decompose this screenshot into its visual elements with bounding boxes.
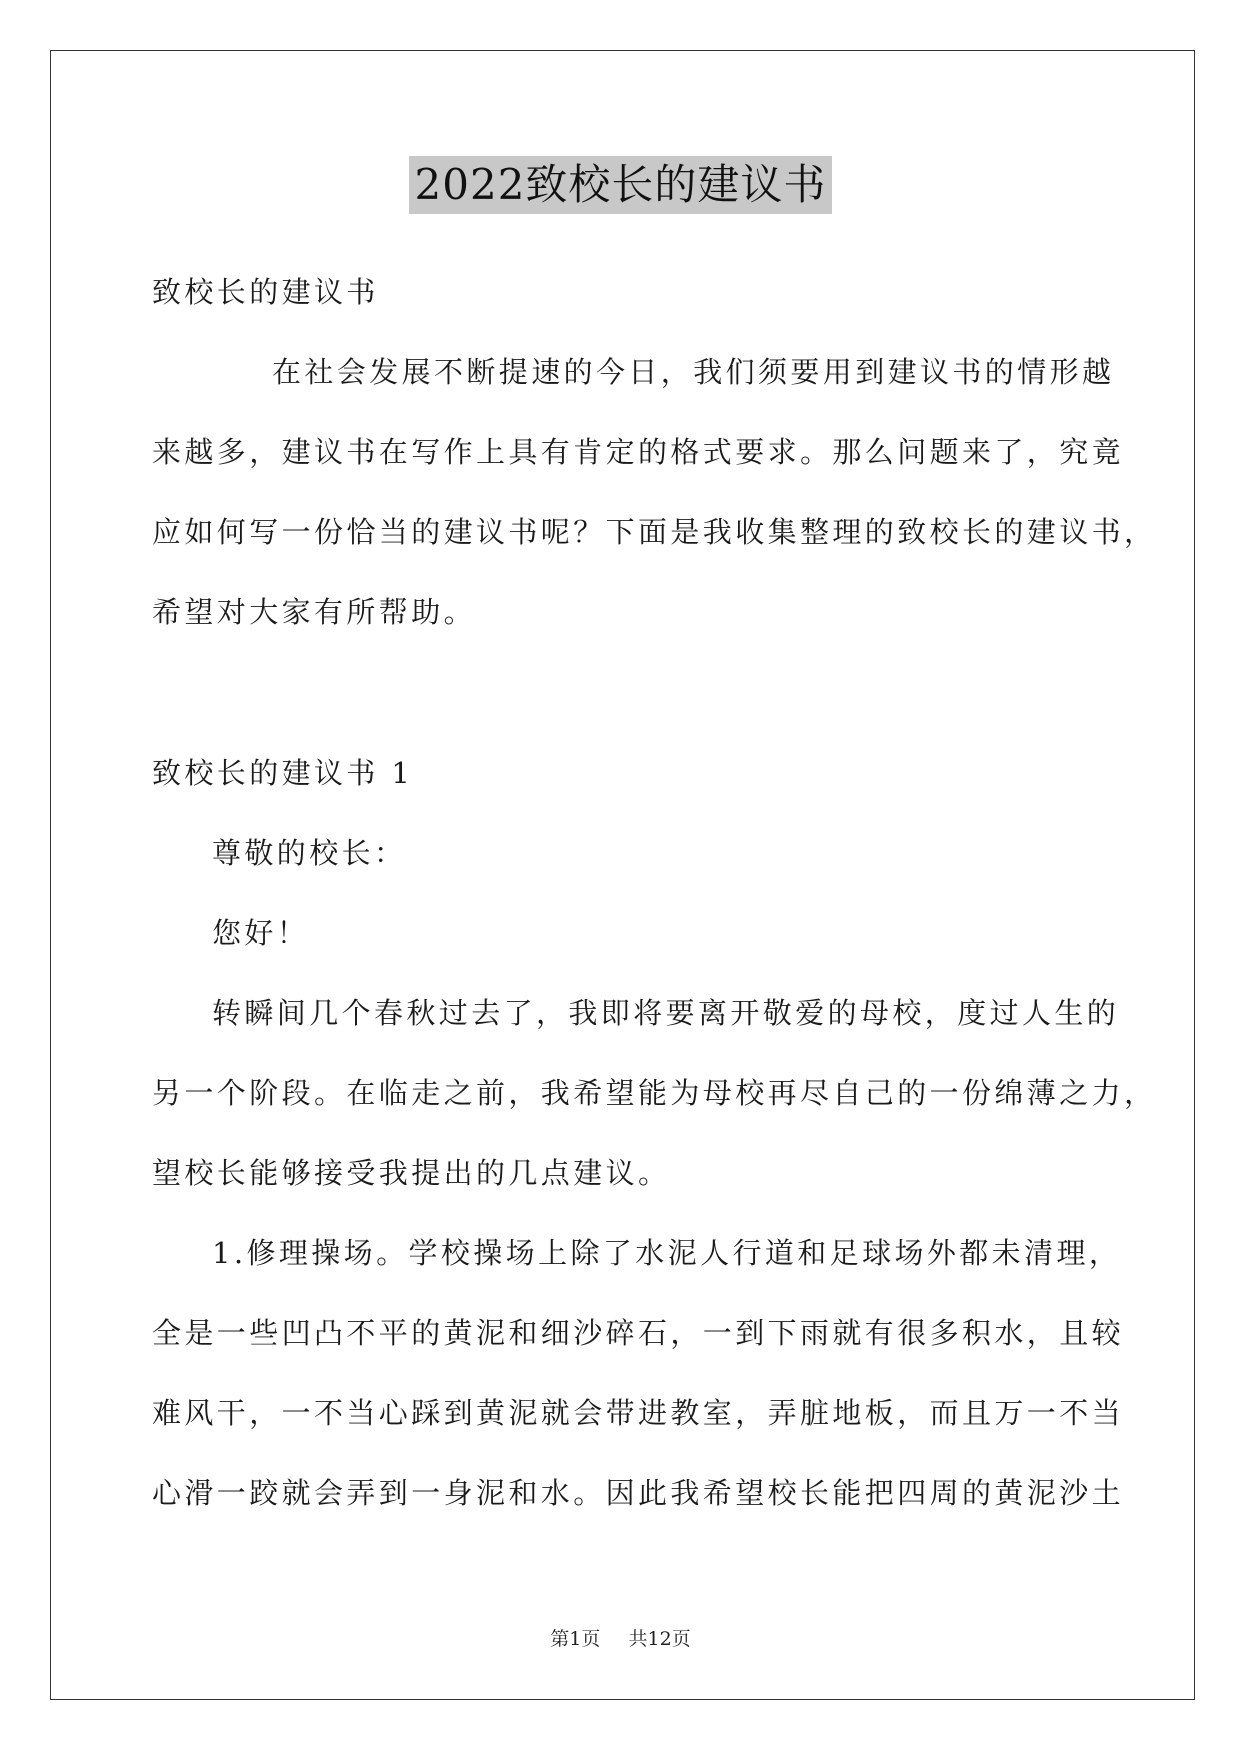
body-line-5: 全是一些凹凸不平的黄泥和细沙碎石，一到下雨就有很多积水，且较 (152, 1316, 1125, 1350)
body-line-3: 望校长能够接受我提出的几点建议。 (152, 1156, 671, 1190)
intro-line-2: 来越多，建议书在写作上具有肯定的格式要求。那么问题来了，究竟 (152, 435, 1125, 469)
page-footer (0, 1624, 1241, 1651)
intro-line-4: 希望对大家有所帮助。 (152, 595, 477, 629)
body-line-2: 另一个阶段。在临走之前，我希望能为母校再尽自己的一份绵薄之力， (152, 1076, 1157, 1110)
section-heading: 致校长的建议书 1 (152, 756, 414, 790)
greeting: 您好！ (212, 916, 310, 950)
body-line-6: 难风干，一不当心踩到黄泥就会带进教室，弄脏地板，而且万一不当 (152, 1396, 1125, 1430)
body-line-1: 转瞬间几个春秋过去了，我即将要离开敬爱的母校，度过人生的 (212, 996, 1120, 1030)
salutation: 尊敬的校长： (212, 836, 407, 870)
page-number: 第1页 (550, 1628, 601, 1650)
page-total: 共12页 (628, 1628, 691, 1650)
title-container (0, 156, 1241, 214)
body-line-7: 心滑一跤就会弄到一身泥和水。因此我希望校长能把四周的黄泥沙土 (152, 1476, 1125, 1510)
intro-line-3: 应如何写一份恰当的建议书呢？下面是我收集整理的致校长的建议书， (152, 515, 1157, 549)
document-title: 2022致校长的建议书 (409, 156, 833, 214)
intro-line-1: 在社会发展不断提速的今日，我们须要用到建议书的情形越 (272, 355, 1115, 389)
document-subtitle: 致校长的建议书 (152, 275, 379, 309)
body-line-4: 1.修理操场。学校操场上除了水泥人行道和足球场外都未清理， (212, 1236, 1122, 1270)
